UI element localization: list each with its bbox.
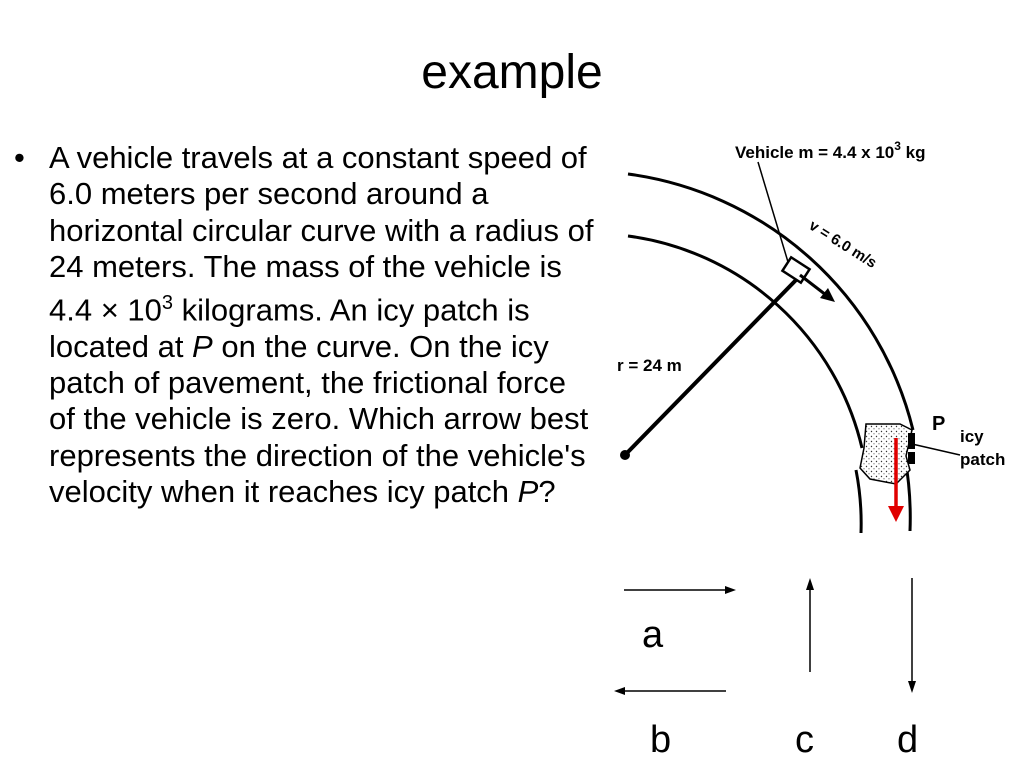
- point-p-marker: [908, 433, 915, 449]
- mass-exponent: 3: [161, 292, 174, 315]
- inner-curve-edge: [628, 236, 862, 533]
- point-p-marker-lower: [908, 452, 915, 464]
- arrow-d-head: [908, 681, 916, 693]
- icy-patch: [860, 424, 912, 484]
- point-p-italic-2: P: [517, 474, 539, 509]
- icy-label: icy: [960, 427, 984, 446]
- slide-title: example: [421, 46, 603, 99]
- velocity-label: v = 6.0 m/s: [805, 216, 880, 272]
- mass-label-pointer: [758, 162, 788, 262]
- choice-c-label: c: [795, 719, 814, 761]
- velocity-arrow-head: [820, 288, 835, 302]
- velocity-arrow-shaft: [800, 275, 826, 295]
- point-p-label: P: [932, 413, 946, 435]
- choice-a-label: a: [642, 614, 664, 656]
- arrow-b-head: [614, 687, 625, 695]
- question-part-3: on the curve. On the icy patch of pavement, the frictional force of the vehicle is zero. Which arrow best represents the direction of the vehicle's velocity when it reaches icy patch: [49, 328, 589, 509]
- bullet-icon: •: [14, 140, 25, 175]
- question-part-2: kilograms. An icy patch is located at: [49, 292, 530, 364]
- arrow-a-head: [725, 586, 736, 594]
- point-p-italic: P: [192, 328, 213, 364]
- icy-label-pointer: [912, 444, 960, 455]
- patch-label: patch: [960, 450, 1006, 469]
- question-part-1: A vehicle travels at a constant speed of 6.0 meters per second around a horizontal circular curve with a radius of 24 meters. The mass of the vehicle is 4.4 × 10: [49, 140, 594, 328]
- radius-label: r = 24 m: [617, 356, 682, 375]
- question-part-4: ?: [538, 474, 556, 509]
- choice-d-label: d: [897, 719, 919, 761]
- arrow-c-head: [806, 578, 814, 590]
- mass-label-exponent: 3: [894, 139, 901, 153]
- center-point: [620, 450, 630, 460]
- mass-label: Vehicle m = 4.4 x $10^3$ kg: [735, 139, 926, 162]
- choice-b-label: b: [650, 719, 672, 761]
- red-velocity-arrow-head: [888, 506, 904, 522]
